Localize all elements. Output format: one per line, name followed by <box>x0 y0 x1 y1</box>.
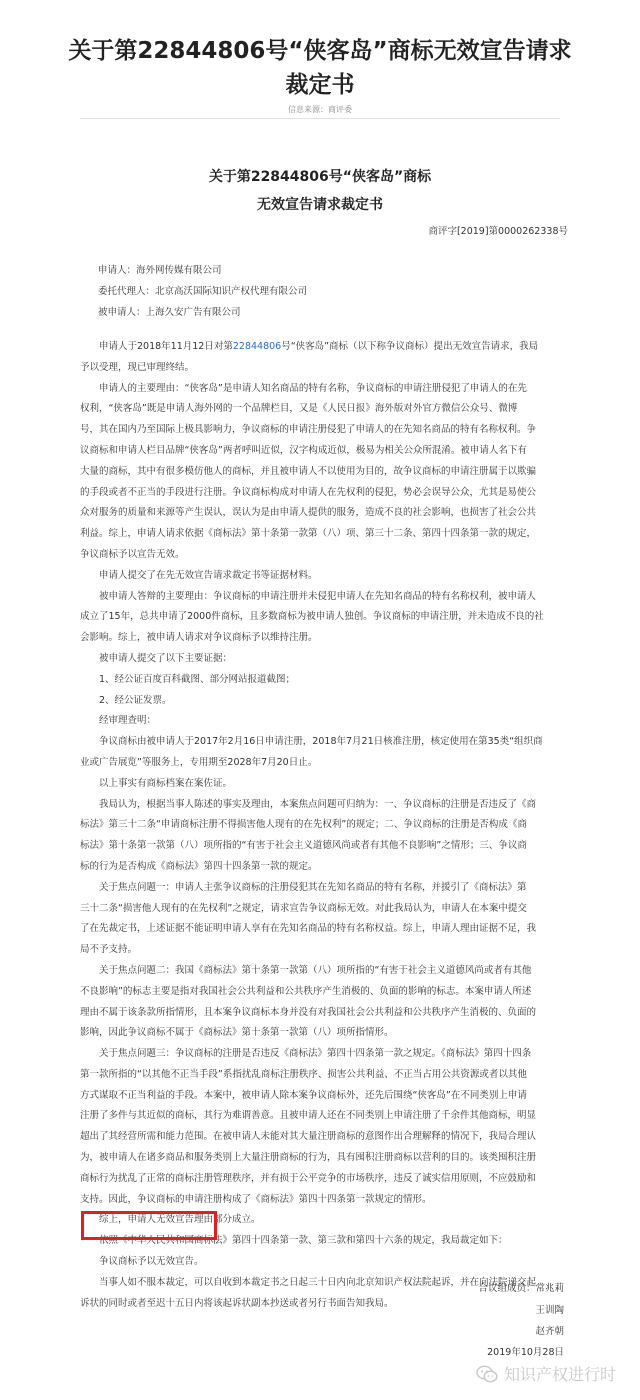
paragraph-line: 综上，申请人无效宣告理由部分成立。 <box>99 1214 261 1226</box>
paragraph-line: 利益。综上，申请人请求依据《商标法》第十条第一款第（八）项、第三十二条、第四十四条第一款的规定， <box>80 528 537 540</box>
evidence-item: 1、经公证百度百科截图、部分网站报道截图； <box>99 673 296 685</box>
paragraph-line: 会影响。综上，被申请人请求对争议商标予以维持注册。 <box>80 632 318 644</box>
paragraph-line: 争议商标由被申请人于2017年2月16日申请注册，2018年7月21日核准注册，核定使用在第35类“组织商 <box>99 736 543 748</box>
case-number: 商评字[2019]第0000262338号 <box>428 226 568 237</box>
paragraph-line: 成立了15年，总共申请了2000件商标，且多数商标为被申请人独创。争议商标的申请注册，并未造成不良的社 <box>80 611 544 623</box>
paragraph-line: 议商标和申请人栏目品牌“侠客岛”两者呼叫近似，汉字构成近似，极易为相关公众所混淆。被申请人名下有 <box>80 444 527 456</box>
paragraph-line: 号，其在国内乃至国际上极具影响力，争议商标的申请注册侵犯了申请人的在先知名商品的特有名称权利。争 <box>80 424 537 436</box>
paragraph-line: 注册了多件与其近似的商标，其行为难谓善意。且被申请人还在不同类别上申请注册了千余件其他商标，明显 <box>80 1110 537 1122</box>
trademark-number: 22844806 <box>232 341 282 352</box>
paragraph-line: 三十二条“损害他人现有的在先权利”之规定，请求宣告争议商标无效。对此我局认为，申请人在本案中提交 <box>80 902 527 914</box>
paragraph-line: 支持。因此，争议商标的申请注册构成了《商标法》第四十四条第一款规定的情形。 <box>80 1193 432 1205</box>
paragraph-line: 关于焦点问题一：申请人主张争议商标的注册侵犯其在先知名商品的特有名称，并援引了《商标法》第 <box>99 881 527 893</box>
ruling-title-line2: 无效宣告请求裁定书 <box>257 197 383 213</box>
evidence-item: 2、经公证发票。 <box>99 694 172 706</box>
panel-members: 合议组成员：常兆莉 <box>478 1283 564 1294</box>
paragraph-line: 标法》第三十二条“申请商标注册不得损害他人现有的在先权利”的规定；二、争议商标的注册是否构成《商 <box>80 819 527 831</box>
paragraph-line: 众对服务的质量和来源等产生误认，误认为是由申请人提供的服务，造成不良的社会影响，也损害了社会公共 <box>80 507 537 519</box>
paragraph-line: 当事人如不服本裁定，可以自收到本裁定书之日起三十日内向北京知识产权法院起诉，并在向法院递交起 <box>99 1276 537 1288</box>
agent-line: 委托代理人：北京高沃国际知识产权代理有限公司 <box>98 286 308 297</box>
paragraph-line: 业或广告展览”等服务上，专用期至2028年7月20日止。 <box>80 756 318 768</box>
paragraph-line: 予以受理，现已审理终结。 <box>80 361 195 373</box>
paragraph-line: 第一款所指的“以其他不正当手段”系指扰乱商标注册秩序、损害公共利益、不正当占用公共资源或者以其他 <box>80 1068 527 1080</box>
panel-member-2: 王训陶 <box>535 1305 564 1316</box>
respondent-line: 被申请人：上海久安广告有限公司 <box>98 307 241 318</box>
paragraph-line: 被申请人答辩的主要理由：争议商标的申请注册并未侵犯申请人在先知名商品的特有名称权利，被申请人 <box>99 590 537 602</box>
paragraph-line: 标法》第十条第一款第（八）项所指的“有害于社会主义道德风尚或者有其他不良影响”之情形；三、争议商 <box>80 840 527 852</box>
paragraph-line: 超出了其经营所需和能力范围。在被申请人未能对其大量注册商标的意图作出合理解释的情况下，我局合理认 <box>80 1131 537 1143</box>
paragraph-line: 申请人于2018年11月12日对第22844806号“侠客岛”商标（以下称争议商标）提出无效宣告请求，我局 <box>99 341 539 352</box>
paragraph-line: 大量的商标，其中有很多模仿他人的商标，并且被申请人不以使用为目的，故争议商标的申请注册属于以欺骗 <box>80 465 537 477</box>
paragraph-line: 被申请人提交了以下主要证据： <box>99 652 233 664</box>
divider <box>80 118 560 119</box>
paragraph-line: 关于焦点问题二：我国《商标法》第十条第一款第（八）项所指的“有害于社会主义道德风尚或者有其他 <box>99 964 532 976</box>
paragraph-line: 不良影响”的标志主要是指对我国社会公共利益和公共秩序产生消极的、负面的影响的标志。本案申请人所述 <box>80 985 532 997</box>
ruling-title-line1: 关于第22844806号“侠客岛”商标 <box>208 169 432 185</box>
paragraph-line: 标的行为是否构成《商标法》第四十四条第一款的规定。 <box>80 860 318 872</box>
panel-member-3: 赵齐朝 <box>535 1326 564 1337</box>
watermark <box>476 1362 616 1385</box>
paragraph-line: 权利，“侠客岛”既是申请人海外网的一个品牌栏目，又是《人民日报》海外版对外官方微信公众号、微博 <box>80 403 518 415</box>
paragraph-line: 诉状的同时或者至迟十五日内将该起诉状副本抄送或者另行书面告知我局。 <box>80 1297 394 1309</box>
decision-highlight-box <box>81 1211 217 1240</box>
paragraph-line: 影响，因此争议商标不属于《商标法》第十条第一款第（八）项所指情形。 <box>80 1027 394 1039</box>
paragraph-line: 以上事实有商标档案在案佐证。 <box>99 777 233 789</box>
page-title: 关于第22844806号“侠客岛”商标无效宣告请求裁定书 <box>68 38 572 98</box>
paragraph-line: 依照《中华人民共和国商标法》第四十四条第一款、第三款和第四十六条的规定，我局裁定如下： <box>99 1235 508 1247</box>
paragraph-line: 方式谋取不正当利益的手段。本案中，被申请人除本案争议商标外，还先后围绕“侠客岛”在不同类别上申请 <box>80 1089 527 1101</box>
paragraph-line: 局不予支持。 <box>80 944 138 956</box>
paragraph-line: 经审理查明： <box>99 715 157 727</box>
ruling-date: 2019年10月28日 <box>487 1347 564 1358</box>
ruling-decision: 争议商标予以无效宣告。 <box>99 1256 204 1268</box>
watermark-text: 知识产权进行时 <box>503 1365 616 1384</box>
ruling-body <box>80 337 564 1314</box>
paragraph-line: 理由不属于该条款所指情形，且本案争议商标本身并没有对我国社会公共利益和公共秩序产生消极的、负面的 <box>80 1006 537 1018</box>
wechat-icon <box>476 1365 498 1383</box>
info-source: 信息来源：商评委 <box>288 105 352 114</box>
paragraph-line: 争议商标予以宣告无效。 <box>80 548 185 560</box>
paragraph-line: 的手段或者不正当的手段进行注册。争议商标构成对申请人在先权利的侵犯，势必会误导公众，尤其是易使公 <box>80 486 537 498</box>
paragraph-line: 申请人的主要理由：“侠客岛”是申请人知名商品的特有名称，争议商标的申请注册侵犯了申请人的在先 <box>99 382 527 394</box>
paragraph-line: 申请人提交了在先无效宣告请求裁定书等证据材料。 <box>99 569 318 581</box>
paragraph-line: 为，被申请人在诸多商品和服务类别上大量注册商标的行为，具有囤积注册商标以营利的目的。该类囤积注册 <box>80 1152 537 1164</box>
applicant-line: 申请人：海外网传媒有限公司 <box>98 265 222 276</box>
paragraph-line: 商标行为扰乱了正常的商标注册管理秩序，并有损于公平竞争的市场秩序，违反了诚实信用原则，不应鼓励和 <box>80 1172 537 1184</box>
paragraph-line: 我局认为，根据当事人陈述的事实及理由，本案焦点问题可归纳为：一、争议商标的注册是否违反了《商 <box>99 798 537 810</box>
paragraph-line: 关于焦点问题三：争议商标的注册是否违反《商标法》第四十四条第一款之规定。《商标法》第四十四条 <box>99 1048 532 1060</box>
paragraph-line: 了在先裁定书，上述证据不能证明申请人享有在先知名商品的特有名称权益。综上，申请人理由证据不足，我 <box>80 923 537 935</box>
